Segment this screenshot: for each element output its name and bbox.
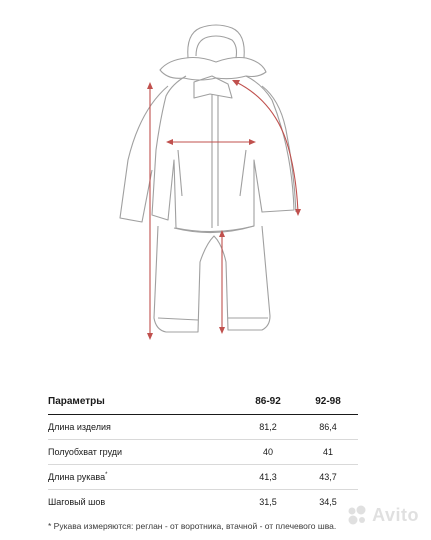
chest-arrow-left <box>166 139 173 145</box>
trousers-outline <box>154 226 270 332</box>
row-label: Длина рукава* <box>48 465 238 490</box>
jumpsuit-outline <box>120 25 296 332</box>
avito-watermark-text: Avito <box>372 504 419 525</box>
row-value-size1: 81,2 <box>238 415 298 440</box>
measurement-lines <box>147 80 301 340</box>
length-arrow-top <box>147 82 153 89</box>
left-pocket <box>178 150 182 196</box>
avito-watermark <box>346 504 419 526</box>
header-size-86-92: 86-92 <box>238 388 298 415</box>
right-sleeve-outline <box>262 86 296 212</box>
right-pocket <box>240 150 246 196</box>
row-label: Шаговый шов <box>48 497 106 507</box>
sleeve-arrow-bottom <box>295 209 301 216</box>
header-param: Параметры <box>48 388 238 415</box>
table-row <box>48 490 358 515</box>
length-arrow-bottom <box>147 333 153 340</box>
left-cuff <box>158 318 198 320</box>
row-value-size1: 31,5 <box>259 497 277 507</box>
row-value-size2: 34,5 <box>319 497 337 507</box>
header-size-92-98: 92-98 <box>298 388 358 415</box>
left-sleeve-outline <box>120 86 168 222</box>
size-table <box>48 388 358 514</box>
inseam-arrow-bottom <box>219 327 225 334</box>
collar <box>194 76 232 98</box>
table-row <box>48 415 358 440</box>
row-value-size1: 41,3 <box>238 465 298 490</box>
table-header-row <box>48 388 358 415</box>
table-row <box>48 440 358 465</box>
row-value-size2: 43,7 <box>298 465 358 490</box>
chest-arrow-right <box>249 139 256 145</box>
footnote-mark: * <box>105 472 108 478</box>
avito-logo-icon <box>346 504 368 526</box>
row-label: Длина изделия <box>48 415 238 440</box>
sleeve-footnote: * Рукава измеряются: реглан - от воротника, втачной - от плечевого шва. <box>48 521 337 531</box>
row-value-size2: 86,4 <box>298 415 358 440</box>
jacket-outline <box>152 76 294 232</box>
hood-inner <box>196 36 237 58</box>
row-value-size2: 41 <box>298 440 358 465</box>
table-row <box>48 465 358 490</box>
row-label: Полуобхват груди <box>48 440 238 465</box>
sleeve-measure-line <box>236 82 298 212</box>
row-value-size1: 40 <box>238 440 298 465</box>
